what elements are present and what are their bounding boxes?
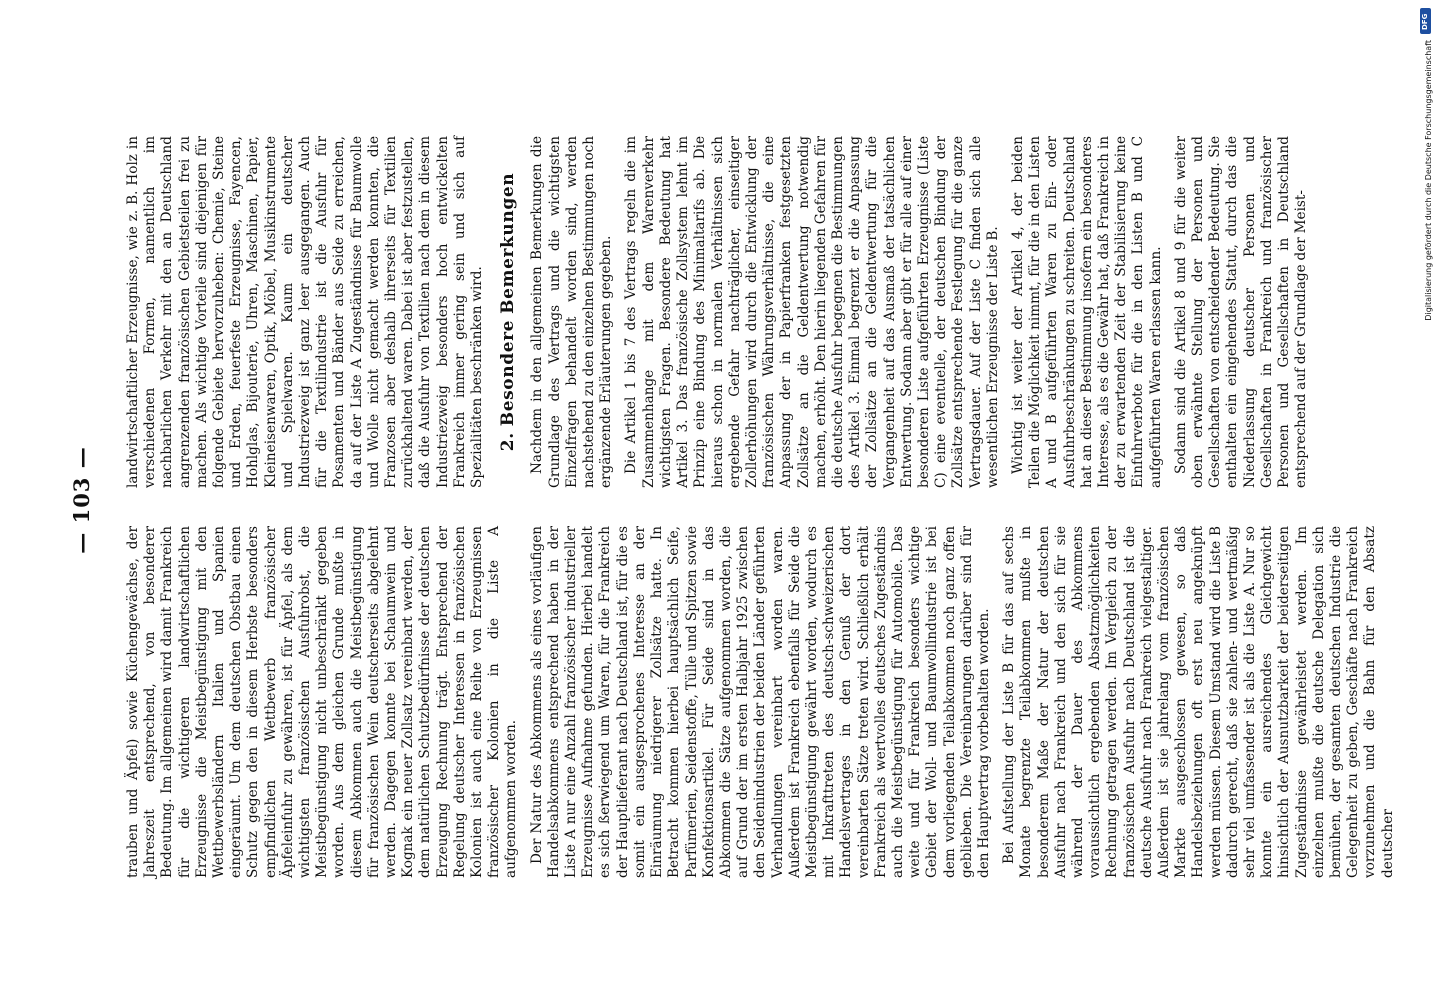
left-text-column <box>125 526 1405 878</box>
rotated-document-page <box>37 90 1397 910</box>
digitization-credit <box>1418 40 1433 420</box>
dfg-logo-badge <box>1420 8 1431 34</box>
page-number: — 103 — <box>69 446 94 554</box>
right-paragraph-1: Nachdem in den allgemeinen Bemerkungen die Grundlage des Vertrags und die wichtigsten Einzelfragen behandelt worden sind, werden nachstehend zu den einzelnen Bestimmungen noch ergänzende Erläuterungen gegeben. <box>529 136 615 488</box>
right-paragraph-2: Die Artikel 1 bis 7 des Vertrags regeln die im Zusammenhange mit dem Warenverkehr wichtigsten Fragen. Besondere Bedeutung hat Artikel 3. Das französische Zollsystem lehnt im Prinzip eine Bindung des Minimaltarifs ab. Die hieraus schon in normalen Verhältnissen sich ergebende Gefahr nachträglicher, einseitiger Zollerhöhungen wird durch die Entwicklung der französischen Währungsverhältnisse, die eine Anpassung der in Papierfranken festgesetzten Zollsätze an die Geldentwertung notwendig machen, erhöht. Den hierin liegenden Gefahren für die deutsche Ausfuhr begegnen die Bestimmungen des Artikel 3. Einmal begrenzt er die Anpassung der Zollsätze an die Geldentwertung für die Vergangenheit auf das Ausmaß der tatsächlichen Entwertung. Sodann aber gibt er für alle auf einer besonderen Liste aufgeführten Erzeugnisse (Liste C) eine eventuelle, der deutschen Bindung der Zollsätze entsprechende Festlegung für die ganze Vertragsdauer. Auf der Liste C finden sich alle wesentlichen Erzeugnisse der Liste B. <box>623 136 1001 488</box>
right-paragraph-3: Wichtig ist weiter der Artikel 4, der beiden Teilen die Möglichkeit nimmt, für die in den Listen A und B aufgeführten Waren zu Ein- oder Ausfuhrbeschränkungen zu schreiten. Deutschland hat an dieser Bestimmung insofern ein besonderes Interesse, als es die Gewähr hat, daß Frankreich in der zu erwartenden Zeit der Stabilisierung keine Einfuhrverbote für die in den Listen B und C aufgeführten Waren erlassen kann. <box>1009 136 1164 488</box>
right-text-column <box>125 136 1318 488</box>
section-heading: 2. Besondere Bemerkungen <box>498 172 519 452</box>
dfg-logo-text: DFG <box>1421 13 1429 30</box>
digitization-credit-text: Digitalisierung gefördert durch die Deutsche Forschungsgemeinschaft <box>1424 40 1433 321</box>
right-intro-paragraph: landwirtschaftlicher Erzeugnisse, wie z. B. Holz in verschiedenen Formen, namentlich im nachbarlichen Verkehr mit den an Deutschland angrenzenden französischen Gebietsteilen frei zu machen. Als wichtige Vorteile sind diejenigen für folgende Gebiete hervorzuheben: Chemie, Steine und Erden, feuerfeste Erzeugnisse, Fayencen, Hohlglas, Bijouterie, Uhren, Maschinen, Papier, Kleineisenwaren, Optik, Möbel, Musikinstrumente und Spielwaren. Kaum ein deutscher Industriezweig ist ganz leer ausgegangen. Auch für die Textilindustrie ist die Ausfuhr für Posamenten und Bänder aus Seide zu erreichen, da auf der Liste A Zugeständnisse für Baumwolle und Wolle nicht gemacht werden konnten, die Franzosen aber deshalb ihrerseits für Textilien zurückhaltend waren. Dabei ist aber festzustellen, daß die Ausfuhr von Textilien nach dem in diesem Industriezweig besonders hoch entwickelten Frankreich immer gering sein und sich auf Spezialitäten beschränken wird. <box>125 136 486 488</box>
right-paragraph-4: Sodann sind die Artikel 8 und 9 für die weiter oben erwähnte Stellung der Personen und Gesellschaften von entscheidender Bedeutung. Sie enthalten ein eingehendes Statut, durch das die Niederlassung deutscher Personen und Gesellschaften in Frankreich und französischer Personen und Gesellschaften in Deutschland entsprechend auf der Grundlage der Meist- <box>1172 136 1310 488</box>
left-paragraph-2: Der Natur des Abkommens als eines vorläufigen Handelsabkommens entsprechend haben in der Liste A nur eine Anzahl französischer industrieller Erzeugnisse Aufnahme gefunden. Hierbei handelt es sich ßerwiegend um Waren, für die Frankreich der Hauptlieferant nach Deutschland ist, für die es somit ein ausgesprochenes Interesse an der Einräumung niedrigerer Zollsätze hatte. In Betracht kommen hierbei hauptsächlich Seife, Parfümerien, Seidenstoffe, Tülle und Spitzen sowie Konfektionsartikel. Für Seide sind in das Abkommen die Sätze aufgenommen worden, die auf Grund der im ersten Halbjahr 1925 zwischen den Seidenindustrien der beiden Länder geführten Verhandlungen vereinbart worden waren. Außerdem ist Frankreich ebenfalls für Seide die Meistbegünstigung gewährt worden, wodurch es mit Inkrafttreten des deutsch-schweizerischen Handelsvertrages in den Genuß der dort vereinbarten Sätze treten wird. Schließlich erhält Frankreich als wertvolles deutsches Zugeständnis auch die Meistbegünstigung für Automobile. Das weite und für Frankreich besonders wichtige Gebiet der Woll- und Baumwollindustrie ist bei dem vorliegenden Teilabkommen noch ganz offen geblieben. Die Vereinbarungen darüber sind für den Hauptvertrag vorbehalten worden. <box>528 526 992 878</box>
left-paragraph-1: trauben und Äpfel) sowie Küchengewächse, der Jahreszeit entsprechend, von besonderer Bedeutung. Im allgemeinen wird damit Frankreich für die wichtigeren landwirtschaftlichen Erzeugnisse die Meistbegünstigung mit den Wettbewerbsländern Italien und Spanien eingeräumt. Um dem deutschen Obstbau einen Schutz gegen den in diesem Herbste besonders empfindlichen Wettbewerb französischer Äpfeleinfuhr zu gewähren, ist für Äpfel, als dem wichtigsten französischen Ausfuhrobst, die Meistbegünstigung nicht unbeschränkt gegeben worden. Aus dem gleichen Grunde mußte in diesem Abkommen auch die Meistbegünstigung für französischen Wein deutscherseits abgelehnt werden. Dagegen konnte bei Schaumwein und Kognak ein neuer Zollsatz vereinbart werden, der dem natürlichen Schutzbedürfnisse der deutschen Erzeugung Rechnung trägt. Entsprechend der Regelung deutscher Interessen in französischen Kolonien ist auch eine Reihe von Erzeugnissen französischer Kolonien in die Liste A aufgenommen worden. <box>125 526 520 878</box>
left-paragraph-3: Bei Aufstellung der Liste B für das auf sechs Monate begrenzte Teilabkommen mußte in besonderem Maße der Natur der deutschen Ausfuhr nach Frankreich und den sich für sie während der Dauer des Abkommens voraussichtlich ergebenden Absatzmöglichkeiten Rechnung getragen werden. Im Vergleich zu der französischen Ausfuhr nach Deutschland ist die deutsche Ausfuhr nach Frankreich vielgestaltiger. Außerdem ist sie jahrelang vom französischen Markte ausgeschlossen gewesen, so daß Handelsbeziehungen oft erst neu angeknüpft werden müssen. Diesem Umstand wird die Liste B dadurch gerecht, daß sie zahlen- und wertmäßig sehr viel umfassender ist als die Liste A. Nur so konnte ein ausreichendes Gleichgewicht hinsichtlich der Ausnutzbarkeit der beiderseitigen Zugeständnisse gewährleistet werden. Im einzelnen mußte die deutsche Delegation sich bemühen, der gesamten deutschen Industrie die Gelegenheit zu geben, Geschäfte nach Frankreich vorzunehmen und die Bahn für den Absatz deutscher <box>1001 526 1396 878</box>
